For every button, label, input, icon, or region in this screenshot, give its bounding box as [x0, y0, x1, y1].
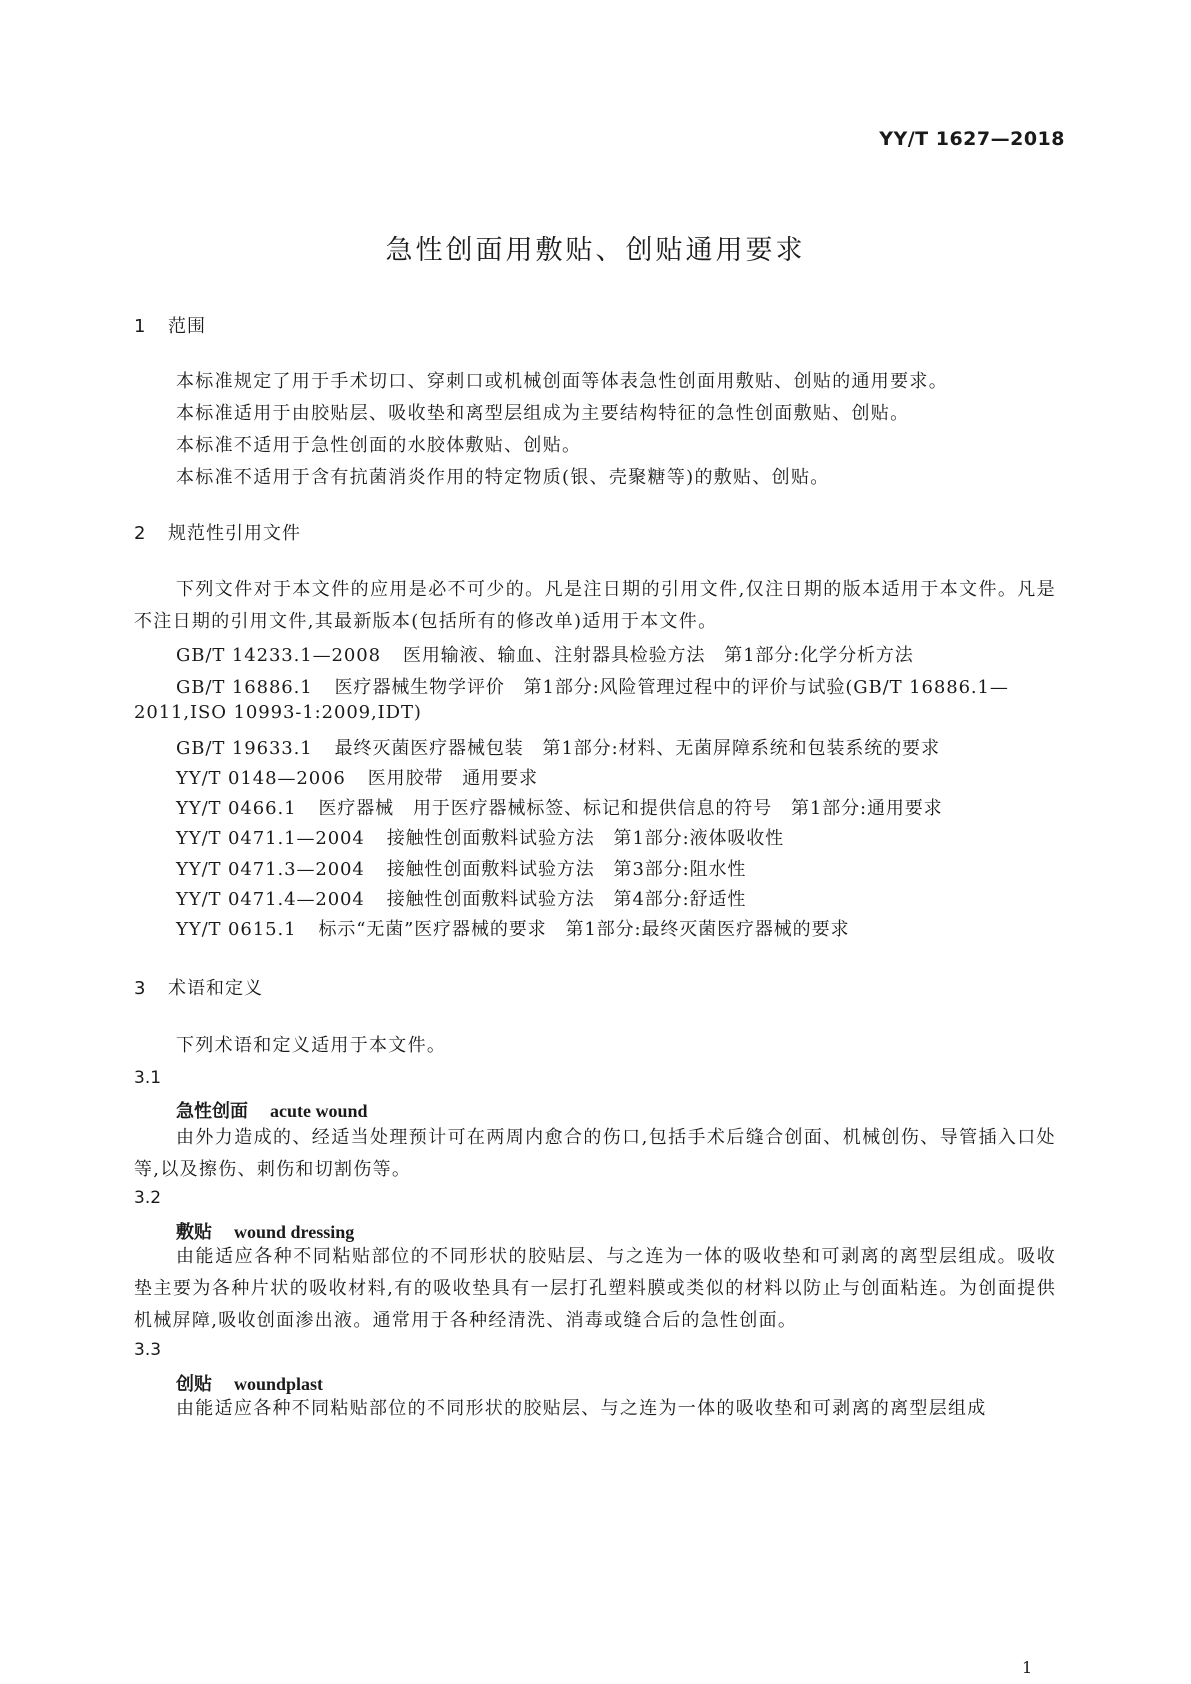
paragraph: 下列术语和定义适用于本文件。: [176, 1035, 447, 1056]
reference-title: 医疗器械生物学评价 第1部分:风险管理过程中的评价与试验(GB/T 16886.1—: [334, 677, 1009, 698]
term-en: woundplast: [234, 1374, 324, 1394]
reference-item: [176, 734, 962, 760]
reference-title: 医用胶带 通用要求: [367, 768, 538, 789]
reference-code: GB/T 19633.1: [176, 738, 313, 759]
section-title: 范围: [168, 316, 206, 337]
term-zh: 急性创面: [176, 1101, 248, 1122]
standard-number: YY/T 1627—2018: [879, 128, 1065, 150]
reference-item: [176, 915, 871, 941]
page-number: 1: [1022, 1658, 1033, 1677]
term-en: acute wound: [270, 1101, 368, 1121]
section-3-heading: [134, 974, 263, 1000]
section-title: 术语和定义: [168, 978, 263, 999]
section-2-heading: [134, 519, 301, 545]
reference-code: YY/T 0471.1—2004: [176, 828, 365, 849]
reference-code: GB/T 16886.1: [176, 677, 313, 698]
reference-code: YY/T 0148—2006: [176, 768, 346, 789]
clause-number: 3.3: [134, 1340, 162, 1360]
section-1-heading: [134, 312, 206, 338]
section-title: 规范性引用文件: [168, 523, 301, 544]
reference-item: [176, 855, 768, 881]
reference-item: [176, 824, 806, 850]
term-heading: [176, 1097, 368, 1123]
paragraph: 下列文件对于本文件的应用是必不可少的。凡是注日期的引用文件,仅注日期的版本适用于本文件。凡是不注日期的引用文件,其最新版本(包括所有的修改单)适用于本文件。: [134, 579, 1056, 632]
paragraph: 本标准不适用于含有抗菌消炎作用的特定物质(银、壳聚糖等)的敷贴、创贴。: [176, 467, 830, 488]
reference-item: [176, 673, 1031, 699]
term-definition: 由外力造成的、经适当处理预计可在两周内愈合的伤口,包括手术后缝合创面、机械创伤、导管插入口处等,以及擦伤、刺伤和切割伤等。: [134, 1127, 1056, 1180]
reference-code: YY/T 0466.1: [176, 798, 297, 819]
reference-code: YY/T 0615.1: [176, 919, 297, 940]
reference-code: YY/T 0471.3—2004: [176, 859, 365, 880]
reference-title: 最终灭菌医疗器械包装 第1部分:材料、无菌屏障系统和包装系统的要求: [334, 738, 940, 759]
reference-code: YY/T 0471.4—2004: [176, 889, 365, 910]
paragraph: 本标准规定了用于手术切口、穿刺口或机械创面等体表急性创面用敷贴、创贴的通用要求。: [176, 371, 948, 392]
reference-title: 接触性创面敷料试验方法 第4部分:舒适性: [386, 889, 747, 910]
reference-item: [176, 641, 936, 667]
term-definition: 由能适应各种不同粘贴部位的不同形状的胶贴层、与之连为一体的吸收垫和可剥离的离型层组成: [176, 1398, 987, 1419]
section-number: 3: [134, 978, 147, 999]
reference-item: [176, 885, 768, 911]
reference-item: [176, 794, 965, 820]
clause-number: 3.1: [134, 1068, 162, 1088]
section-number: 2: [134, 523, 147, 544]
paragraph: 本标准适用于由胶贴层、吸收垫和离型层组成为主要结构特征的急性创面敷贴、创贴。: [176, 403, 910, 424]
term-en: wound dressing: [234, 1222, 355, 1242]
paragraph: 本标准不适用于急性创面的水胶体敷贴、创贴。: [176, 435, 582, 456]
clause-number: 3.2: [134, 1188, 162, 1208]
reference-title: 接触性创面敷料试验方法 第1部分:液体吸收性: [386, 828, 785, 849]
section-number: 1: [134, 316, 147, 337]
reference-continuation: 2011,ISO 10993-1:2009,IDT): [134, 702, 422, 723]
reference-title: 医用输液、输血、注射器具检验方法 第1部分:化学分析方法: [402, 645, 914, 666]
reference-title: 医疗器械 用于医疗器械标签、标记和提供信息的符号 第1部分:通用要求: [318, 798, 943, 819]
reference-item: [176, 764, 560, 790]
page-title: 急性创面用敷贴、创贴通用要求: [385, 235, 806, 266]
reference-code: GB/T 14233.1—2008: [176, 645, 381, 666]
reference-title: 接触性创面敷料试验方法 第3部分:阻水性: [386, 859, 747, 880]
term-zh: 敷贴: [176, 1222, 212, 1243]
term-definition: 由能适应各种不同粘贴部位的不同形状的胶贴层、与之连为一体的吸收垫和可剥离的离型层组成。吸收垫主要为各种片状的吸收材料,有的吸收垫具有一层打孔塑料膜或类似的材料以防止与创面粘连。为创面提供机械屏障,吸收创面渗出液。通常用于各种经清洗、消毒或缝合后的急性创面。: [134, 1246, 1056, 1331]
term-zh: 创贴: [176, 1374, 212, 1395]
reference-title: 标示“无菌”医疗器械的要求 第1部分:最终灭菌医疗器械的要求: [318, 919, 850, 940]
